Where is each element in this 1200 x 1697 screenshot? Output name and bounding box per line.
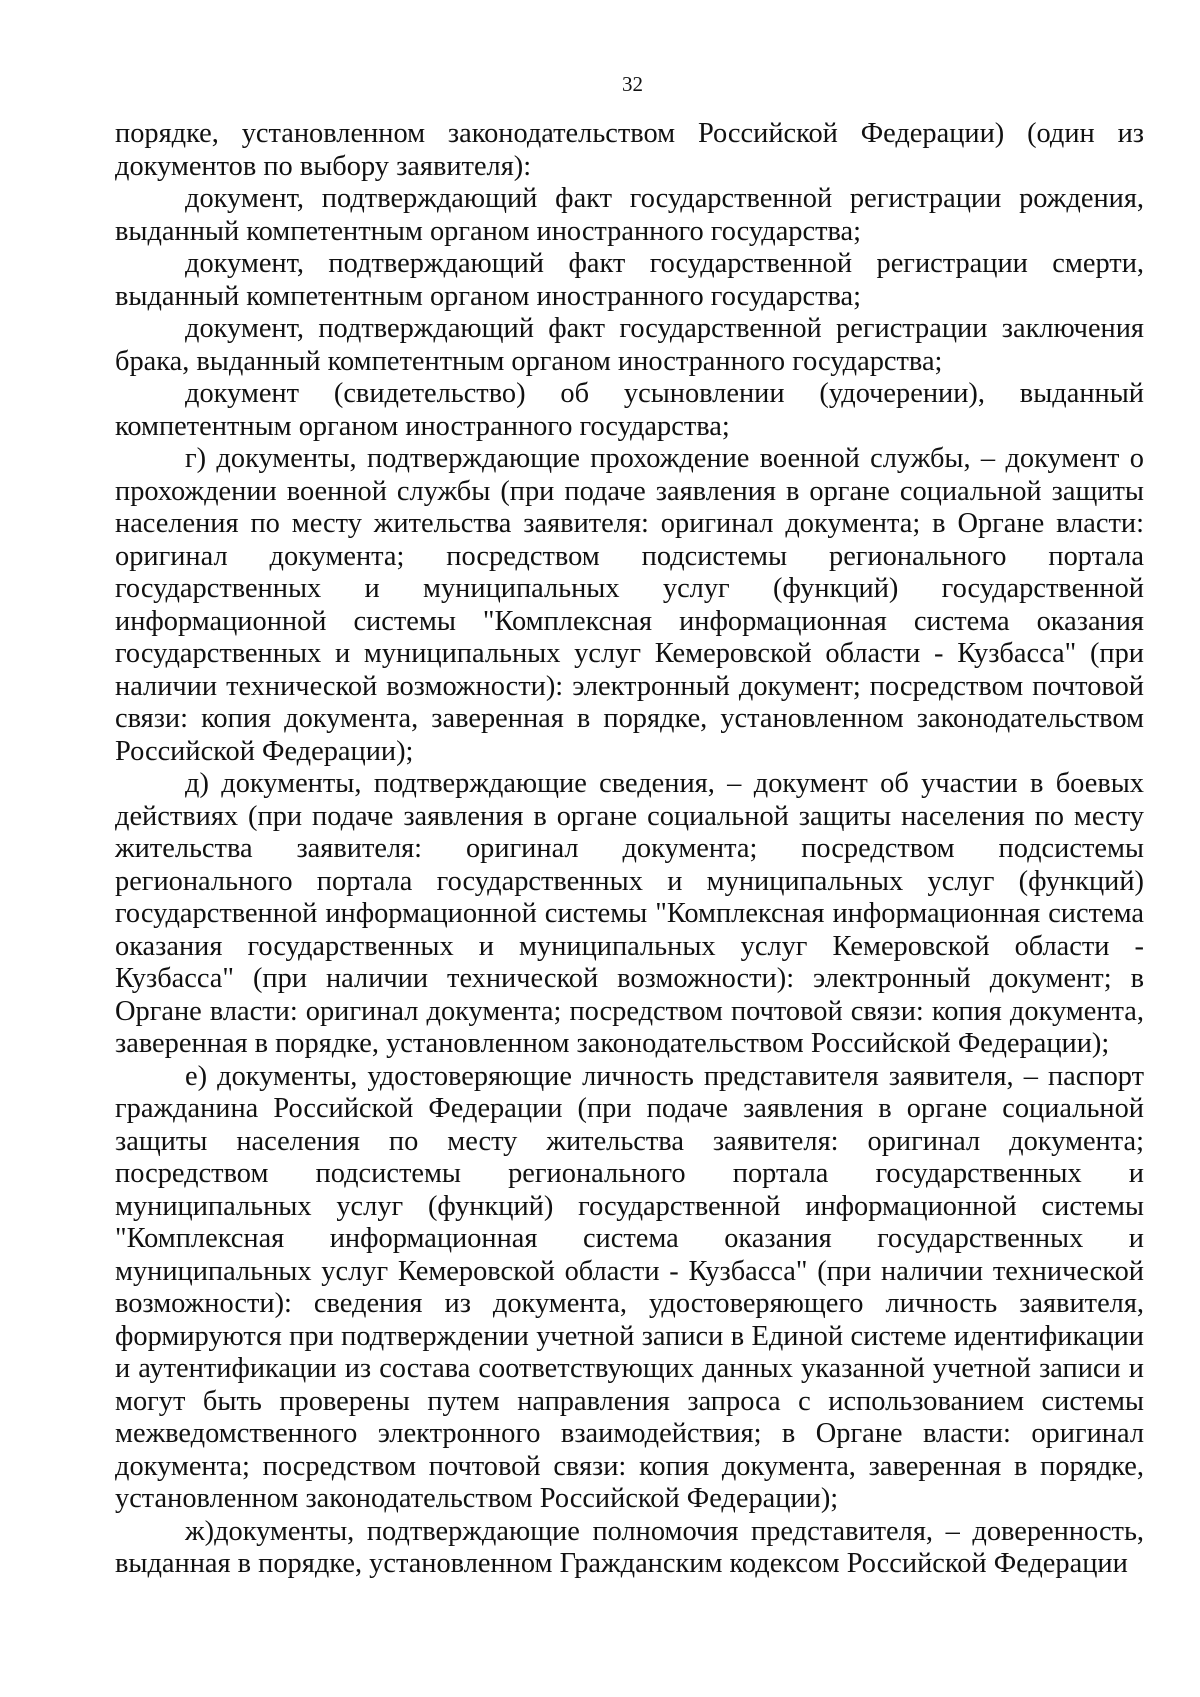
paragraph-item-zh-representative-authority: ж)документы, подтверждающие полномочия представителя, – доверенность, выданная в порядке, установленном Гражданским кодексом Российской Федерации: [115, 1515, 1144, 1579]
paragraph-adoption-certificate: документ (свидетельство) об усыновлении (удочерении), выданный компетентным органом иностранного государства;: [115, 378, 1144, 442]
paragraph-item-e-representative-identity: е) документы, удостоверяющие личность представителя заявителя, – паспорт гражданина Российской Федерации (при подаче заявления в органе социальной защиты населения по месту жительства заявителя: оригинал документа; посредством подсистемы регионального портала государственных и муниципальных услуг (функций) государственной информационной системы "Комплексная информационная система оказания государственных и муниципальных услуг Кемеровской области - Кузбасса" (при наличии технической возможности): сведения из документа, удостоверяющего личность заявителя, формируются при подтверждении учетной записи в Единой системе идентификации и аутентификации из состава соответствующих данных указанной учетной записи и могут быть проверены путем направления запроса с использованием системы межведомственного электронного взаимодействия; в Органе власти: оригинал документа; посредством почтовой связи: копия документа, заверенная в порядке, установленном законодательством Российской Федерации);: [115, 1060, 1144, 1514]
paragraph-item-g-military-service: г) документы, подтверждающие прохождение военной службы, – документ о прохождении военной службы (при подаче заявления в органе социальной защиты населения по месту жительства заявителя: оригинал документа; в Органе власти: оригинал документа; посредством подсистемы регионального портала государственных и муниципальных услуг (функций) государственной информационной системы "Комплексная информационная система оказания государственных и муниципальных услуг Кемеровской области - Кузбасса" (при наличии технической возможности): электронный документ; посредством почтовой связи: копия документа, заверенная в порядке, установленном законодательством Российской Федерации);: [115, 443, 1144, 767]
paragraph-item-d-combat-participation: д) документы, подтверждающие сведения, – документ об участии в боевых действиях (при подаче заявления в органе социальной защиты населения по месту жительства заявителя: оригинал документа; посредством подсистемы регионального портала государственных и муниципальных услуг (функций) государственной информационной системы "Комплексная информационная система оказания государственных и муниципальных услуг Кемеровской области - Кузбасса" (при наличии технической возможности): электронный документ; в Органе власти: оригинал документа; посредством почтовой связи: копия документа, заверенная в порядке, установленном законодательством Российской Федерации);: [115, 768, 1144, 1059]
paragraph-death-registration-document: документ, подтверждающий факт государственной регистрации смерти, выданный компетентным органом иностранного государства;: [115, 248, 1144, 312]
paragraph-continuation: порядке, установленном законодательством Российской Федерации) (один из документов по выбору заявителя):: [115, 118, 1144, 182]
page-number: 32: [622, 72, 643, 96]
document-body: [115, 118, 1144, 1581]
paragraph-marriage-registration-document: документ, подтверждающий факт государственной регистрации заключения брака, выданный компетентным органом иностранного государства;: [115, 313, 1144, 377]
paragraph-birth-registration-document: документ, подтверждающий факт государственной регистрации рождения, выданный компетентным органом иностранного государства;: [115, 183, 1144, 247]
